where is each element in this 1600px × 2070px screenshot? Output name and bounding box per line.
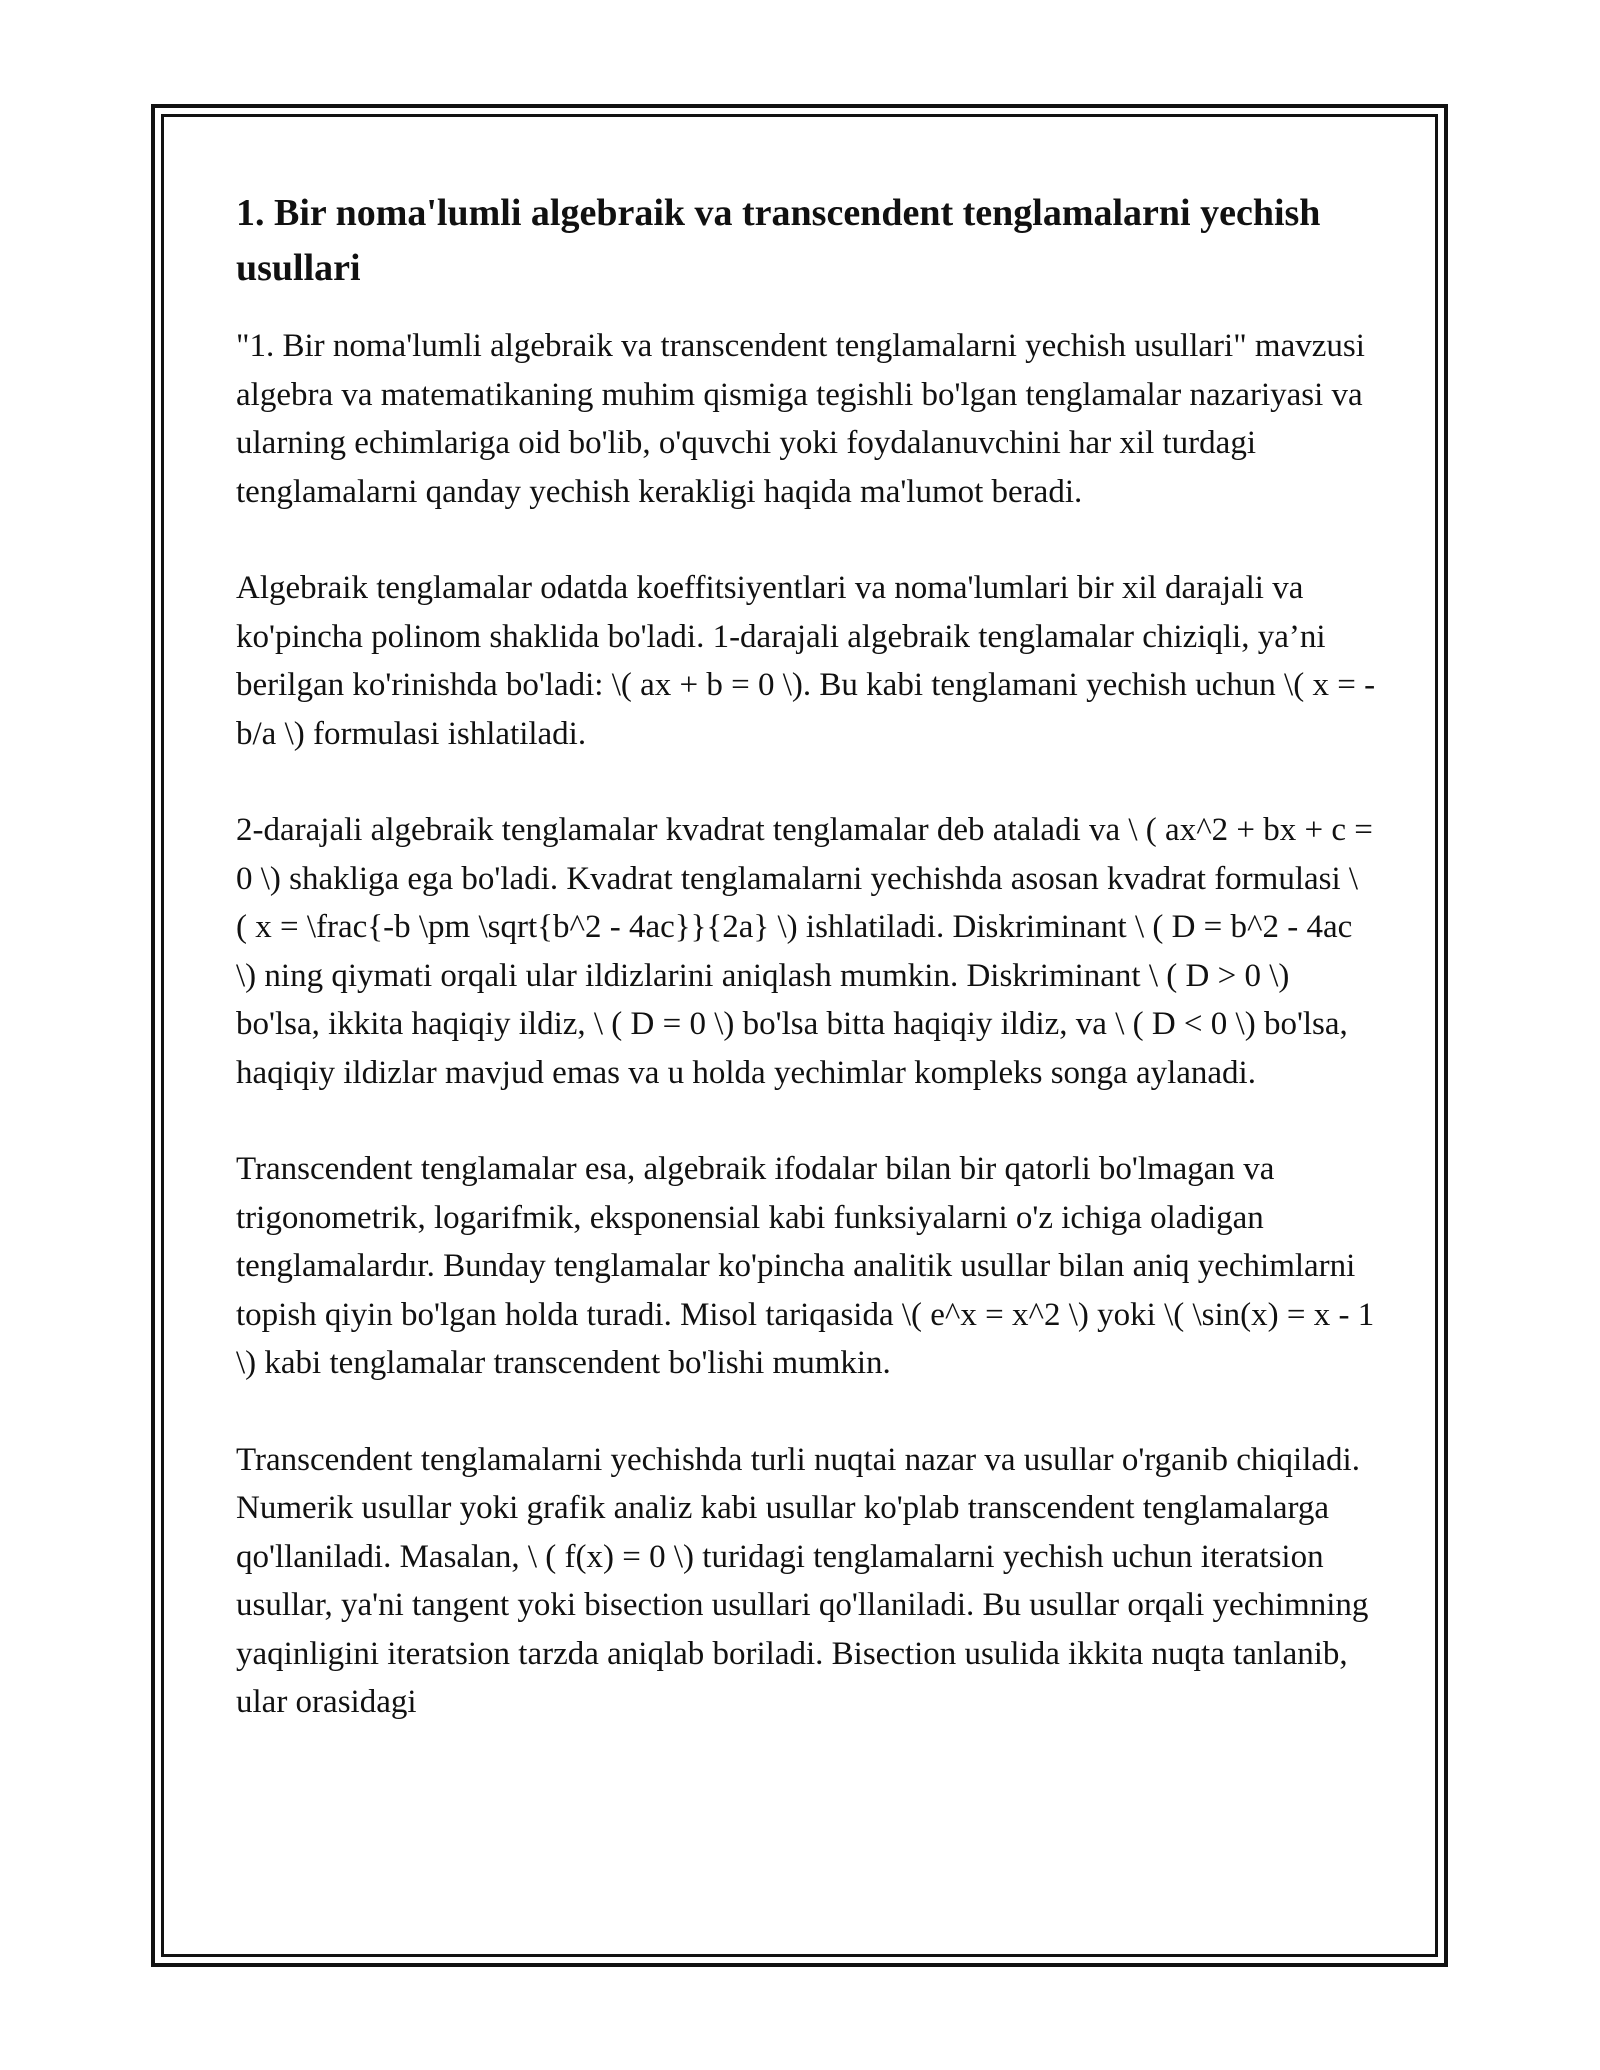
paragraph-quadratic-equations: 2-darajali algebraik tenglamalar kvadrat tenglamalar deb ataladi va \ ( ax^2 + bx + c = 0 \) shakliga ega bo'ladi. Kvadrat tenglamalarni yechishda asosan kvadrat formulasi \ ( x = \frac{-b \pm \sqrt{b^2 - 4ac}}{2a} \) ishlatiladi. Diskriminant \ ( D = b^2 - 4ac \) ning qiymati orqali ular ildizlarini aniqlash mumkin. Diskriminant \ ( D > 0 \) bo'lsa, ikkita haqiqiy ildiz, \ ( D = 0 \) bo'lsa bitta haqiqiy ildiz, va \ ( D < 0 \) bo'lsa, haqiqiy ildizlar mavjud emas va u holda yechimlar kompleks songa aylanadi. (236, 812, 1373, 1091)
document-body (236, 186, 1376, 1727)
paragraph-algebraic-equations: Algebraik tenglamalar odatda koeffitsiyentlari va noma'lumlari bir xil darajali va ko'pincha polinom shaklida bo'ladi. 1-darajali algebraik tenglamalar chiziqli, ya’ni berilgan ko'rinishda bo'ladi: \( ax + b = 0 \). Bu kabi tenglamani yechish uchun \( x = -b/a \) formulasi ishlatiladi. (236, 570, 1376, 752)
paragraph-intro: "1. Bir noma'lumli algebraik va transcendent tenglamalarni yechish usullari" mavzusi algebra va matematikaning muhim qismiga tegishli bo'lgan tenglamalar nazariyasi va ularning echimlariga oid bo'lib, o'quvchi yoki foydalanuvchini har xil turdagi tenglamalarni qanday yechish kerakligi haqida ma'lumot beradi. (236, 328, 1365, 510)
paragraph-solution-methods: Transcendent tenglamalarni yechishda turli nuqtai nazar va usullar o'rganib chiqiladi. Numerik usullar yoki grafik analiz kabi usullar ko'plab transcendent tenglamalarga qo'llaniladi. Masalan, \ ( f(x) = 0 \) turidagi tenglamalarni yechish uchun iteratsion usullar, ya'ni tangent yoki bisection usullari qo'llaniladi. Bu usullar orqali yechimning yaqinligini iteratsion tarzda aniqlab boriladi. Bisection usulida ikkita nuqta tanlanib, ular orasidagi (236, 1441, 1369, 1720)
section-heading: 1. Bir noma'lumli algebraik va transcendent tenglamalarni yechish usullari (236, 192, 1321, 289)
paragraph-transcendent-equations: Transcendent tenglamalar esa, algebraik ifodalar bilan bir qatorli bo'lmagan va trigonometrik, logarifmik, eksponensial kabi funksiyalarni o'z ichiga oladigan tenglamalardır. Bunday tenglamalar ko'pincha analitik usullar bilan aniq yechimlarni topish qiyin bo'lgan holda turadi. Misol tariqasida \( e^x = x^2 \) yoki \( \sin(x) = x - 1 \) kabi tenglamalar transcendent bo'lishi mumkin. (236, 1151, 1375, 1381)
